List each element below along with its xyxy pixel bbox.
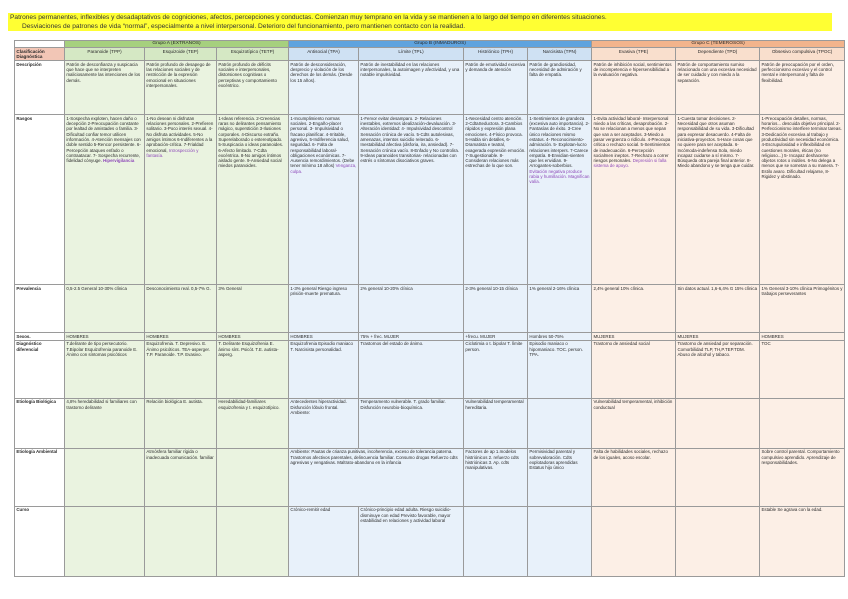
table-cell: Factores de ap 1.modelos histriónicos 2. refuerzo cdts histriónicas 3. Ap. cdts manipulativas. <box>464 448 528 506</box>
row-label: Etiología Biológica <box>15 398 65 448</box>
table-cell: Esquizofrenia Episodio maniaco T. Narcisista personalidad. <box>289 340 359 398</box>
table-cell: Trastorno de ansiedad social <box>592 340 676 398</box>
table-cell: Trastornos del estado de ánimo. <box>359 340 464 398</box>
table-cell: HOMBRES <box>217 333 289 340</box>
table-cell: Temperamento vulnerable. T. grado familiar. Disfunción neurobio-bioquímica. <box>359 398 464 448</box>
group-row <box>15 41 845 48</box>
row-curso <box>15 506 845 576</box>
table-cell <box>592 506 676 576</box>
banner-line-1: Patrones permanentes, inflexibles y desadaptativos de cogniciones, afectos, percepciones y conductas. Comienzan muy temprano en la vida y se mantienen a lo largo del tiempo en diferentes situaciones. <box>10 14 607 21</box>
col-esquizoide: Esquizoide (TEP) <box>145 48 217 61</box>
header-label: Clasificación Diagnóstica <box>15 48 65 61</box>
table-cell: Vulnerabilidad temperamental hereditaria. <box>464 398 528 448</box>
table-cell: 1-Ideas referencia. 2-Creencias raras no delirantes pensamiento mágico, superstición 3-Ilusiones corporales. 4-Discurso extraño. Superelaborado o estereotipado. 5-Suspicacia o ideas paranoides. 6-Afecto limitado. 7-Cdta excéntrica. 8-No amigos íntimos aislado gente. 9-Ansiedad social miedos paranoides. <box>217 115 289 285</box>
table-cell <box>528 398 592 448</box>
table-cell: Patrón de emotividad excesiva y demanda de atención <box>464 61 528 115</box>
table-cell: Patrón de comportamiento sumiso relacionado con una excesiva necesidad de ser cuidado y con miedo a la separación. <box>676 61 760 115</box>
row-descripcion <box>15 61 845 115</box>
col-histrionico: Histriónico (TPH) <box>464 48 528 61</box>
table-cell: Estable Se agrava con la edad. <box>760 506 845 576</box>
row-label: Rasgos <box>15 115 65 285</box>
table-cell: Esquizofrenia. T. Depresivo. E. Ánimo psicóticos. TEA-asperger. T.P. Paranoide. T.P. Evasivo. <box>145 340 217 398</box>
table-cell: 0,5-2.5 General 10-30% clínica <box>65 285 145 333</box>
table-cell: Atmósfera familiar rígida o inadecuada comunicación. familiar <box>145 448 217 506</box>
table-cell: 75% + frec. MUJER <box>359 333 464 340</box>
table-cell: Falta de habilidades sociales, rechazo de los iguales, acoso escolar. <box>592 448 676 506</box>
table-cell: HOMBRES <box>760 333 845 340</box>
table-cell <box>528 506 592 576</box>
table-cell: 1-Fervor evitar desamparo. 2- Relaciones inestables, extremos idealización-devaluación. 3- Alteración identidad: 4- Impulsividad descontrol Sensación crónica de vacío. 5-Cdts autolesivas, amenazas, intentos suicidio reiterado. 6- Inestabilidad afectiva (disforia, ira, ansiedad). 7- Sensación crónica vacío. 8-Enfado y No controlira. 9-Ideas paranoides transitorias- relacionadas con estrés o síntomas disociativos graves. <box>359 115 464 285</box>
table-cell: Trastorno de ansiedad por separación. Comorbilidad TLP, TH,P.TEP.TDM. Abuso de alcohol y tabaco. <box>676 340 760 398</box>
header-row <box>15 48 845 61</box>
col-narcisista: Narcisista (TPN) <box>528 48 592 61</box>
table-cell: Patrón de grandiosidad, necesidad de admiración y falta de empatía. <box>528 61 592 115</box>
table-cell <box>145 506 217 576</box>
row-sexos <box>15 333 845 340</box>
table-cell <box>145 115 217 285</box>
table-cell: Hombres 50-75% <box>528 333 592 340</box>
table-cell: 1% general 2-16% clínica <box>528 285 592 333</box>
table-cell: Desconocimiento real. 0,5-7% G. <box>145 285 217 333</box>
table-cell: 1-Necesidad centro atención. 2-CdtaSeductora. 3-Cambios rápidos y expresión plana emociones. 4-Físico provoca. 5-Habla sin detalles, 6-Dramatista e teatral, exagerada expresión emoción. 7-Sugestionable. 8-Consideran relaciones más estrechas de lo que son. <box>464 115 528 285</box>
table-cell: MUJERES <box>676 333 760 340</box>
col-evasiva: Evasiva (TPE) <box>592 48 676 61</box>
table-cell: Episodio maniaco o hipomaniaco. TOC. person. TPA. <box>528 340 592 398</box>
table-cell <box>217 448 289 506</box>
table-cell: Crónico-principio edad adulta. Riesgo suicidio-disminuye con edad Previsto favorable, mayor estabilidad en relaciones y actividad laboral <box>359 506 464 576</box>
table-cell: HOMBRES <box>65 333 145 340</box>
table-cell: Vulnerabilidad temperamental, inhibición conductual <box>592 398 676 448</box>
row-label: Etiología Ambiental <box>15 448 65 506</box>
cell-text: 1-No desean ni disfrutan relaciones personales. 2-Prefieren solitario. 3-Poco interés sexual. 4-No disfruta actividades. 5-No amigos íntimos 6-Indiferentes a la aprobación-crítica. 7-Frialdad emocional, <box>146 115 214 153</box>
table-cell <box>760 398 845 448</box>
group-c-header: Grupo C (TEMEROSOS) <box>592 41 845 48</box>
row-biologica <box>15 398 845 448</box>
table-cell: Sin datos actual. 1,6-6,4% G 15% clínica <box>676 285 760 333</box>
table-cell: 3% General <box>217 285 289 333</box>
col-paranoide: Paranoide (TPP) <box>65 48 145 61</box>
row-label: Sexos. <box>15 333 65 340</box>
table-cell: HOMBRES <box>289 333 359 340</box>
table-cell: Ambiente: Pautas de crianza punitivas, incoherencia, exceso de tolerancia paterna. Trastornos afectivos parentales, delincuencia familiar. Consumo drogas Refuerzo cdts agresivas y vengativas. Maltrato-abandono en la infancia <box>289 448 464 506</box>
row-label: Descripción <box>15 61 65 115</box>
group-b-header: Grupo B (INMADUROS) <box>289 41 592 48</box>
table-cell <box>464 506 528 576</box>
table-cell: Patrón profundo de déficits sociales e interpersonales, distorsiones cognitivas o perceptivas y comportamiento excéntrico. <box>217 61 289 115</box>
table-cell: Patrón de preocupación por el orden, perfeccionismo excesivo y el control mental e interpersonal y falta de flexibilidad. <box>760 61 845 115</box>
table-cell: T. Delirante Esquizofrenia E. ánimo sínt. Psicót. T.E. autista-asperg. <box>217 340 289 398</box>
table-cell: 1% General 3-10% clínica Primogénitos y trabajos perseverantes <box>760 285 845 333</box>
table-cell: 1-Preocupación detalles, normas, horarios... descuida objetivo principal. 2-Perfeccionismo interfiere terminar tareas. 3-Dedicación excesiva al trabajo y productividad sin necesidad económica. 4-Escrupulosidad e inflexibilidad en cuestiones morales, éticas (no religioso...) 5- Incapaz deshacerse objetos rotos o inútiles. 6-No delega a menos que se sometan a su manera. 7-Estilo avaro. Dificultad relajarse, 8-Rigidez y obstinado. <box>760 115 845 285</box>
row-prevalencia <box>15 285 845 333</box>
table-cell: Permisividad parental y sobrevaloración. Cdts explotadoras aprendidas Estatus hijo único <box>528 448 592 506</box>
group-a-header: Grupo A (EXTRAÑOS) <box>65 41 289 48</box>
row-label: Curso <box>15 506 65 576</box>
table-cell <box>676 448 760 506</box>
cell-note: Depresión si falla sistema de apoyo. <box>593 158 667 169</box>
table-cell: HOMBRES <box>145 333 217 340</box>
table-cell: Patrón de inhibición social, sentimientos de incompetencia e hipersensibilidad a la evaluación negativa. <box>592 61 676 115</box>
table-cell: Patrón profundo de desapego de las relaciones sociales y de restricción de la expresión emocional en situaciones interpersonales. <box>145 61 217 115</box>
table-cell: Patrón de desconfianza y suspicacia que hace que se interpreten maliciosamente las intenciones de los demás. <box>65 61 145 115</box>
table-cell <box>592 115 676 285</box>
cell-text: 1-Incumplimiento normas sociales. 2-Engaño-placer personal. 3- Impulsividad o fracaso planificar. 4-Irritable, agresivo, 5-Indiferencia salud, seguridad. 6- Falta de responsabilidad laboral-obligaciones económicas. 7-Ausencia remordimientos. (Debe tener mínimo 18 años) <box>290 115 355 169</box>
col-obsesivo: Obsesivo compulsiva (TPOC) <box>760 48 845 61</box>
group-corner <box>15 41 65 48</box>
col-limite: Límite (TPL) <box>359 48 464 61</box>
table-cell: 1-Cuesta tomar decisiones. 2- Necesidad que otros asuman responsabilidad de su vida. 3-Dificultad para expresar desacuerdo. 4-Falta de iniciativa-proyectos. 5-Hace cosas que no quiere para ser aceptada. 6-Incómoda-indefensa Sola, miedo incapaz cuidarse a sí mismo. 7- Búsqueda otra pareja final anterior. 8-Miedo abandono y se tenga que cuidar. <box>676 115 760 285</box>
cell-text: 1-Sentimientos de grandeza (excesiva auto importancia). 2-Fantasías de éxito. 3-Cree único relaciones mismo estatus. 4- Reconocimiento-admiración. 5- Explotan-lucro relaciones interpers. 7-Carece empatía. 8-Envidian-sienten que les envidian. 9-Arrogantes-soberbios. <box>529 115 590 169</box>
table-cell: Patrón de desconsideración, desprecio y violación de los derechos de los demás. (Desde los 15 años). <box>289 61 359 115</box>
cell-note: Evitación negativa produce rabia y humillación. Magnifican valía. <box>529 168 590 185</box>
table-cell: Antecedentes hiperactividad. Disfunción lóbulo frontal. Ambiente: <box>289 398 359 448</box>
table-cell <box>65 115 145 285</box>
table-cell: MUJERES <box>592 333 676 340</box>
table-cell: 2,4% general 10% clínica. <box>592 285 676 333</box>
table-cell: Heredabilidad-familiares esquizofrenia y t. esquizotípico. <box>217 398 289 448</box>
table-cell: 1-3% general Riesgo ingreso prisión-muerte prematura. <box>289 285 359 333</box>
table-cell: 2% general 10-20% clínica <box>359 285 464 333</box>
cell-note: Venganza, culpa. <box>290 163 357 174</box>
row-label: Diagnóstico diferencial <box>15 340 65 398</box>
row-label: Prevalencia <box>15 285 65 333</box>
col-esquizotipico: Esquizotípico (TETP) <box>217 48 289 61</box>
table-cell: Ciclotimia o t. bipolar T. límite person. <box>464 340 528 398</box>
table-cell <box>65 506 145 576</box>
row-diferencial <box>15 340 845 398</box>
table-cell: Sobre control parental. Comportamiento compulsivo aprendido. Aprendizaje de responsabilidades. <box>760 448 845 506</box>
table-cell: Relación biológica E. autista. <box>145 398 217 448</box>
row-ambiental <box>15 448 845 506</box>
col-dependiente: Dependiente (TPD) <box>676 48 760 61</box>
col-antisocial: Antisocial (TPA) <box>289 48 359 61</box>
table-cell: Patrón de inestabilidad en las relaciones interpersonales, la autoimagen y afectividad, y una notable impulsividad. <box>359 61 464 115</box>
table-cell: 2-3% general 10-15 clínica <box>464 285 528 333</box>
cell-text: 1-Evita actividad laboral- Interpersonal miedo a las críticas, desaprobación. 2-No se relacionan a menos que sepan que van a ser aceptados. 3-Miedo a pasar vergüenza o ridículo. 4-Preocupa crítica o rechazo social. 5-Sentimientos de inadecuación. 6-Percepción socialmen ineptos. 7-Rechazo a correr riesgos personales. <box>593 115 671 164</box>
banner-line-2: Desviaciones de patrones de vida “normal”, especialmente a nivel interpersonal. Deterioro del funcionamiento, pero mantienen contacto con la realidad. <box>22 23 466 30</box>
table-cell: T.delirante de tipo persecutorio. T.Bipolar Esquizofrenia paranoide E. Ánimo con síntomas psicóticos <box>65 340 145 398</box>
cell-note: Introspección y fantasía. <box>146 147 199 158</box>
table-cell <box>289 115 359 285</box>
table-cell <box>528 115 592 285</box>
table-cell: TOC <box>760 340 845 398</box>
table-cell <box>65 448 145 506</box>
table-cell <box>676 506 760 576</box>
table-cell <box>676 398 760 448</box>
table-cell <box>217 506 289 576</box>
row-rasgos <box>15 115 845 285</box>
cell-note: Hipervigilancia <box>103 158 135 164</box>
table-cell: Crónico-remitir edad <box>289 506 359 576</box>
personality-disorders-table <box>14 40 845 577</box>
table-cell: 4,8% heredabilidad si familiares con trastorno delirante <box>65 398 145 448</box>
cell-text: 1-Sospecha exploten, hacen daño o decepción 2-Preocupación constante por lealtad de amistades o familia. 3- Dificultad confiar temor utilicen información. 4-Atención mensajes con doble sentido 5-Rencor persistente. 6-Percepción ataques enfado o contraatacar. 7- Sospecha recurrente, fidelidad cónyuge. <box>66 115 141 164</box>
table-cell: +frecu. MUJER <box>464 333 528 340</box>
definition-banner <box>8 13 832 31</box>
